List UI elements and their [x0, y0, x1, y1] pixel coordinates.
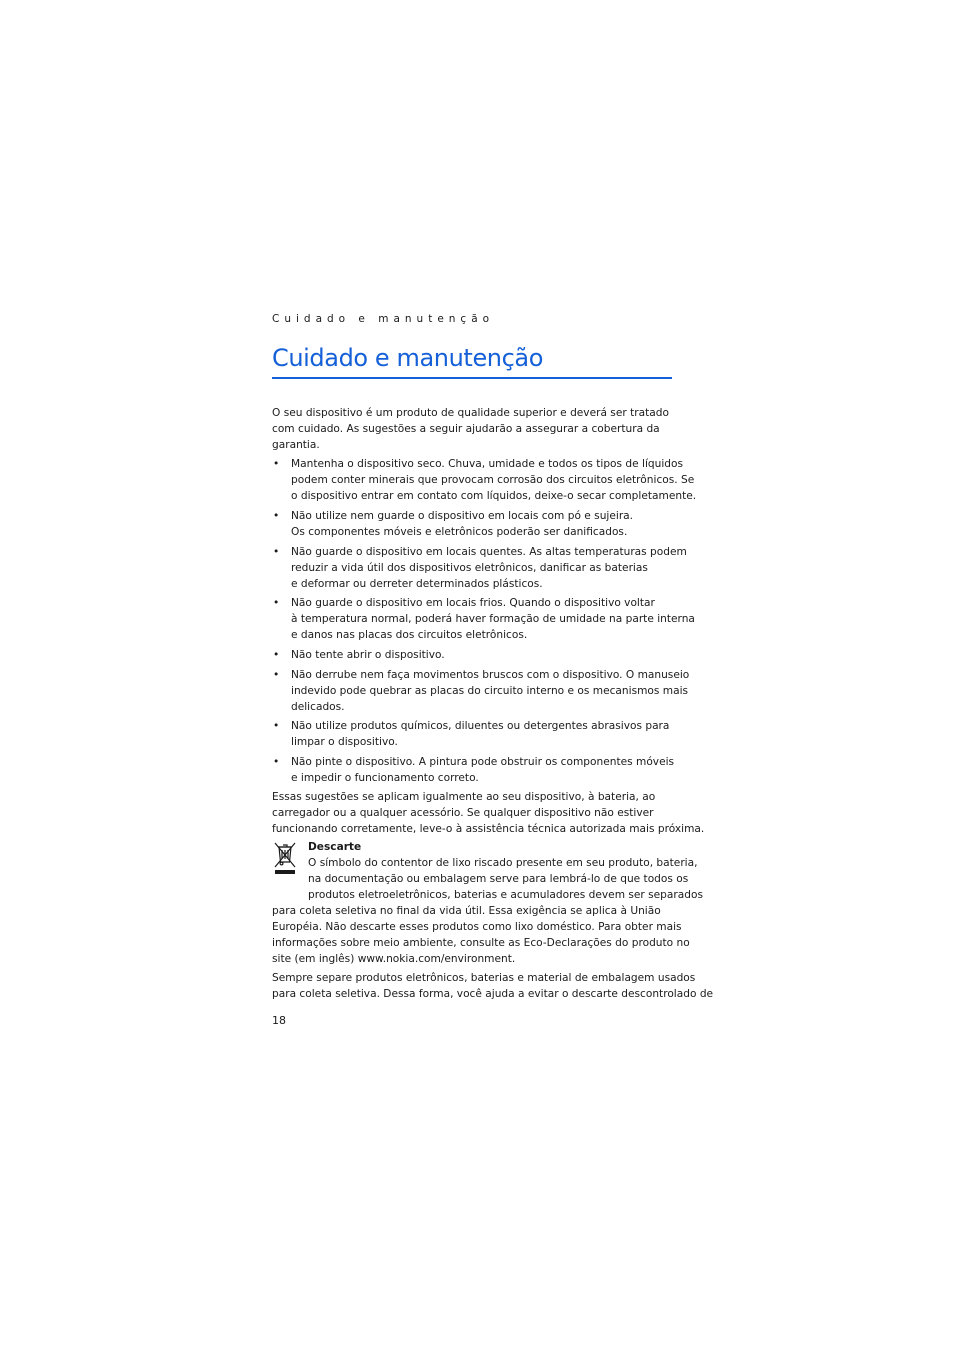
tip-line: à temperatura normal, poderá haver formação de umidade na parte interna — [291, 613, 695, 625]
disposal-line: para coleta seletiva no final da vida útil. Essa exigência se aplica à União — [272, 905, 661, 917]
list-item — [272, 508, 672, 540]
intro-paragraph: O seu dispositivo é um produto de qualidade superior e deverá ser tratado com cuidado. As sugestões a seguir ajudarão a assegurar a cobertura da garantia. — [272, 407, 669, 451]
bullet: • — [273, 668, 280, 681]
list-item — [272, 667, 690, 715]
disposal-full-block — [272, 903, 690, 967]
tip-line: reduzir a vida útil dos dispositivos eletrônicos, danificar as baterias — [291, 561, 648, 574]
list-item — [272, 754, 675, 786]
tip-line: Os componentes móveis e eletrônicos poderão ser danificados. — [291, 525, 628, 538]
disposal-line: produtos eletroeletrônicos, baterias e acumuladores devem ser separados — [308, 889, 703, 901]
disposal-line: O símbolo do contentor de lixo riscado presente em seu produto, bateria, — [308, 857, 698, 869]
tip-line: Não utilize produtos químicos, diluentes ou detergentes abrasivos para — [291, 720, 670, 732]
disposal-heading: Descarte — [308, 841, 362, 853]
tip-line: e danos nas placas dos circuitos eletrônicos. — [291, 629, 528, 641]
tip-line: Não guarde o dispositivo em locais frios. Quando o dispositivo voltar — [291, 597, 655, 609]
tip-line: indevido pode quebrar as placas do circuito interno e os mecanismos mais — [291, 684, 689, 697]
tip-line: Mantenha o dispositivo seco. Chuva, umidade e todos os tipos de líquidos — [291, 458, 684, 470]
crossed-out-wheelie-bin-icon — [272, 841, 298, 875]
closing-line: Sempre separe produtos eletrônicos, baterias e material de embalagem usados — [272, 972, 696, 984]
page-number: 18 — [272, 1014, 286, 1027]
tip-line: Não utilize nem guarde o dispositivo em locais com pó e sujeira. — [291, 509, 634, 522]
disposal-section — [272, 839, 703, 967]
list-item — [272, 456, 697, 504]
body-text — [272, 405, 714, 1002]
list-item — [272, 647, 672, 663]
summary-line: Essas sugestões se aplicam igualmente ao seu dispositivo, à bateria, ao — [272, 791, 656, 803]
bullet: • — [273, 545, 280, 558]
tip-line: Não derrube nem faça movimentos bruscos com o dispositivo. O manuseio — [291, 668, 690, 681]
bullet: • — [273, 458, 280, 470]
running-header: Cuidado e manutenção — [272, 313, 495, 325]
bullet: • — [273, 755, 280, 768]
disposal-line: informações sobre meio ambiente, consulte as Eco-Declarações do produto no — [272, 937, 690, 949]
summary-line: funcionando corretamente, leve-o à assistência técnica autorizada mais próxima. — [272, 823, 705, 835]
tip-line: o dispositivo entrar em contato com líquidos, deixe-o secar completamente. — [291, 490, 697, 502]
tip-line: Não guarde o dispositivo em locais quentes. As altas temperaturas podem — [291, 545, 687, 558]
list-item — [272, 544, 687, 592]
title-rule — [272, 377, 672, 379]
closing-line: para coleta seletiva. Dessa forma, você ajuda a evitar o descarte descontrolado de — [272, 988, 714, 1000]
disposal-indented-block — [272, 839, 703, 903]
tip-line: e impedir o funcionamento correto. — [291, 771, 479, 784]
list-item — [272, 718, 672, 750]
tip-line: e deformar ou derreter determinados plásticos. — [291, 577, 543, 590]
tip-line: delicados. — [291, 700, 345, 713]
tip-line: Não tente abrir o dispositivo. — [291, 648, 445, 661]
disposal-line: Européia. Não descarte esses produtos como lixo doméstico. Para obter mais — [272, 921, 682, 933]
closing-paragraph — [272, 970, 714, 1002]
bullet: • — [273, 509, 280, 522]
tip-line: Não pinte o dispositivo. A pintura pode obstruir os componentes móveis — [291, 755, 675, 768]
bullet: • — [273, 720, 280, 732]
bullet: • — [273, 597, 280, 609]
list-item — [272, 595, 695, 643]
tip-line: podem conter minerais que provocam corrosão dos circuitos eletrônicos. Se — [291, 474, 695, 486]
bullet: • — [273, 648, 280, 661]
care-tips-list — [272, 456, 697, 786]
summary-line: carregador ou a qualquer acessório. Se qualquer dispositivo não estiver — [272, 807, 654, 819]
disposal-line: na documentação ou embalagem serve para lembrá-lo de que todos os — [308, 873, 689, 885]
page-title: Cuidado e manutenção — [272, 344, 544, 372]
summary-paragraph — [272, 789, 705, 837]
tip-line: limpar o dispositivo. — [291, 736, 398, 748]
disposal-line: site (em inglês) www.nokia.com/environment. — [272, 953, 516, 965]
